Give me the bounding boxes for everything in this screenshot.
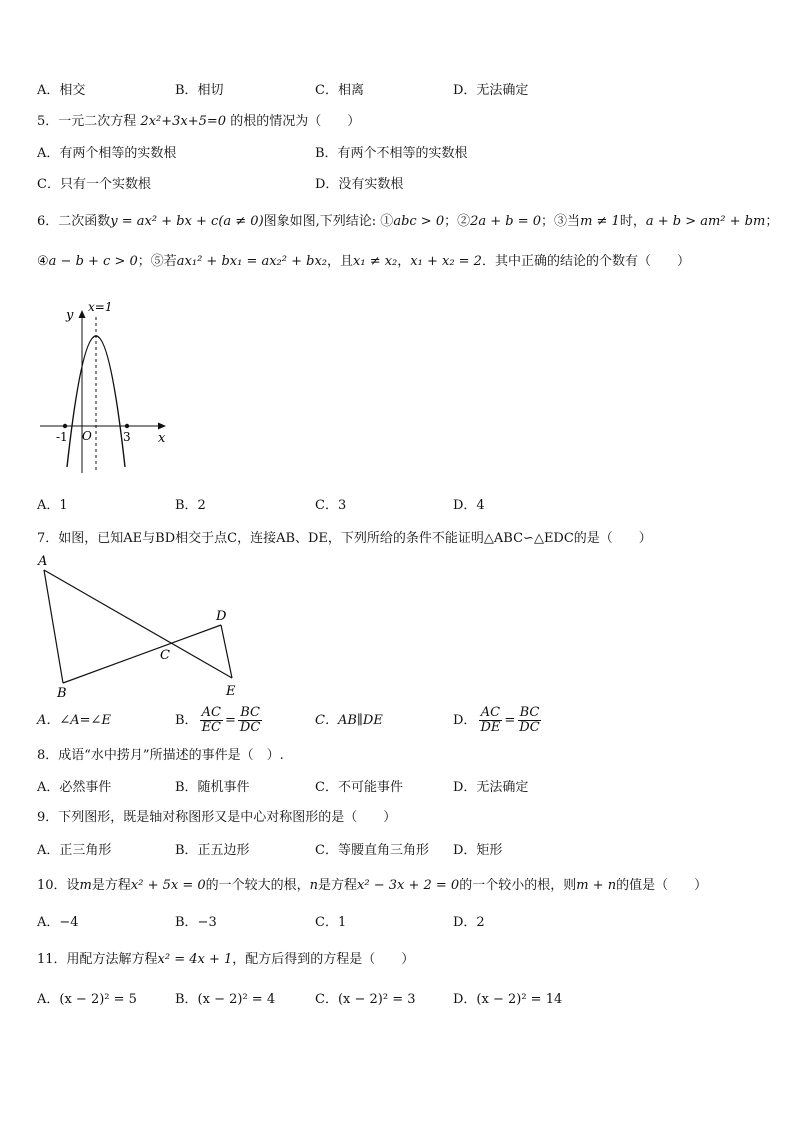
q11-p2: ，配方后得到的方程是（ ） <box>232 952 415 967</box>
q10-options <box>37 912 777 934</box>
q10-eq1: x² + 5x = 0 <box>130 878 206 893</box>
q10-p2: 是方程 <box>91 878 131 893</box>
q10-m: m <box>79 878 92 893</box>
q10-option-b: B．−3 <box>175 915 217 930</box>
q7-option-d-prefix: D． <box>453 713 477 728</box>
segment-bd <box>63 625 221 683</box>
q5-options-row2 <box>37 174 777 196</box>
q11-eq: x² = 4x + 1 <box>157 952 233 967</box>
q10-eq2: x² − 3x + 2 = 0 <box>357 878 460 893</box>
q6-conclusion-3: a + b > am² + bm <box>645 214 766 229</box>
q6-sep5: ；⑤若 <box>137 254 177 269</box>
q6-conclusion-2: 2a + b = 0 <box>470 214 542 229</box>
frac-num: AC <box>201 705 221 720</box>
y-axis-arrow <box>79 310 86 318</box>
q6-and: ，且 <box>327 254 354 269</box>
q11-p1: 11．用配方法解方程 <box>37 952 158 967</box>
q6-function: y = ax² + bx + c(a ≠ 0) <box>110 214 264 229</box>
q6-comma: ， <box>397 254 411 269</box>
q6-parabola-graph <box>30 295 180 480</box>
q7-option-d-eq: = <box>504 713 516 728</box>
q6-option-d: D．4 <box>453 498 485 513</box>
q6-condition-3: m ≠ 1 <box>580 214 620 229</box>
frac-den: EC <box>201 720 221 735</box>
label-d: D <box>216 609 227 624</box>
q8-options <box>37 777 777 799</box>
q9-option-d: D．矩形 <box>453 843 503 858</box>
q4-option-a: A．相交 <box>37 83 86 98</box>
q8-option-a: A．必然事件 <box>37 780 112 795</box>
q9-options <box>37 840 777 862</box>
q10-n: n <box>309 878 319 893</box>
q6-options <box>37 495 777 517</box>
q6-prefix: 6．二次函数 <box>37 214 111 229</box>
label-a: A <box>38 554 48 569</box>
q4-option-d: D．无法确定 <box>453 83 529 98</box>
q6-option-a: A．1 <box>37 498 68 513</box>
q5-option-a: A．有两个相等的实数根 <box>37 146 177 161</box>
q11-option-c: C．(x − 2)² = 3 <box>315 992 416 1007</box>
q7-option-d-fraction-2 <box>517 706 541 735</box>
q10-mn: m + n <box>576 878 617 893</box>
q7-option-b-prefix: B． <box>175 713 198 728</box>
q10-option-d: D．2 <box>453 915 485 930</box>
q5-option-b: B．有两个不相等的实数根 <box>315 146 468 161</box>
q10-stem <box>37 876 707 896</box>
q7-option-b-eq: = <box>225 713 236 728</box>
q7-option-b-fraction-2 <box>238 706 262 735</box>
q9-stem: 9．下列图形，既是轴对称图形又是中心对称图形的是（ ） <box>37 810 397 825</box>
frac-den: DE <box>480 720 501 735</box>
q5-options-row1 <box>37 143 777 165</box>
label-e: E <box>226 684 236 699</box>
q10-p4: 是方程 <box>318 878 358 893</box>
q10-p1: 10．设 <box>37 878 80 893</box>
q8-option-b: B．随机事件 <box>175 780 250 795</box>
q6-tail: ．其中正确的结论的个数有（ ） <box>481 254 690 269</box>
q6-stem-line2 <box>37 252 690 272</box>
q10-p6: 的值是（ ） <box>616 878 708 893</box>
label-c: C <box>160 648 170 663</box>
q9-option-c: C．等腰直角三角形 <box>315 843 429 858</box>
q5-stem <box>37 112 360 132</box>
q11-option-b: B．(x − 2)² = 4 <box>175 992 276 1007</box>
q6-c4-prefix: ④ <box>37 254 49 269</box>
q4-option-c: C．相离 <box>315 83 364 98</box>
q5-prefix: 5．一元二次方程 <box>37 114 137 129</box>
q5-equation: 2x²+3x+5=0 <box>140 114 227 129</box>
q7-triangles-figure <box>30 550 250 700</box>
root-left-dot <box>63 424 67 428</box>
root-right-dot <box>125 424 129 428</box>
q7-option-c: C．AB∥DE <box>315 713 383 728</box>
q9-option-a: A．正三角形 <box>37 843 112 858</box>
q6-end1: ； <box>765 214 779 229</box>
q11-option-a: A．(x − 2)² = 5 <box>37 992 137 1007</box>
q6-option-c: C．3 <box>315 498 347 513</box>
q11-stem <box>37 950 414 970</box>
q6-sep3: ；③当 <box>541 214 581 229</box>
q6-conclusion-5: ax₁² + bx₁ = ax₂² + bx₂ <box>176 254 327 269</box>
root-right-label: 3 <box>123 430 131 444</box>
q7-options <box>37 703 777 739</box>
q6-conclusion-1: abc > 0 <box>393 214 445 229</box>
q5-option-c: C．只有一个实数根 <box>37 177 151 192</box>
q6-time: 时， <box>619 214 646 229</box>
x-axis-arrow <box>158 423 166 430</box>
q10-p5: 的一个较小的根，则 <box>459 878 577 893</box>
q6-condition-5c: x₁ + x₂ = 2 <box>410 254 482 269</box>
segment-de <box>221 625 232 678</box>
q10-option-a: A．−4 <box>37 915 79 930</box>
q6-stem-line1 <box>37 212 778 232</box>
q11-option-d: D．(x − 2)² = 14 <box>453 992 563 1007</box>
q7-option-d-fraction-1 <box>478 706 502 735</box>
q6-condition-5b: x₁ ≠ x₂ <box>353 254 398 269</box>
q5-option-d: D．没有实数根 <box>315 177 404 192</box>
q7-option-a: A．∠A=∠E <box>37 713 111 728</box>
q6-conclusion-4: a − b + c > 0 <box>48 254 138 269</box>
q9-option-b: B．正五边形 <box>175 843 250 858</box>
q5-suffix: 的根的情况为（ ） <box>230 114 361 129</box>
segment-ab <box>44 570 63 683</box>
q7-option-d <box>453 703 544 739</box>
frac-den: DC <box>239 720 261 735</box>
q11-options <box>37 989 777 1011</box>
q8-option-d: D．无法确定 <box>453 780 529 795</box>
root-left-label: -1 <box>56 430 68 444</box>
q7-stem: 7．如图，已知AE与BD相交于点C，连接AB、DE，下列所给的条件不能证明△ABC∽△EDC的是（ ） <box>37 531 652 546</box>
q4-option-b: B．相切 <box>175 83 224 98</box>
q6-option-b: B．2 <box>175 498 206 513</box>
q10-p3: 的一个较大的根， <box>205 878 310 893</box>
frac-den: DC <box>519 720 540 735</box>
q7-option-b-fraction-1 <box>200 706 223 735</box>
y-axis-label: y <box>66 308 74 323</box>
axis-of-symmetry-label: x=1 <box>88 300 113 314</box>
q6-sep2: ；② <box>444 214 471 229</box>
q10-option-c: C．1 <box>315 915 347 930</box>
x-axis-label: x <box>158 431 166 446</box>
origin-label: O <box>82 429 92 443</box>
frac-num: AC <box>480 705 501 720</box>
q4-options <box>37 80 777 102</box>
frac-num: BC <box>519 705 540 720</box>
q7-option-b <box>175 703 264 739</box>
q6-mid: 图象如图,下列结论: ① <box>263 214 394 229</box>
label-b: B <box>57 686 67 700</box>
q8-stem: 8．成语“水中捞月”所描述的事件是（ ）. <box>37 748 284 763</box>
segment-ae <box>44 570 232 678</box>
q8-option-c: C．不可能事件 <box>315 780 403 795</box>
frac-num: BC <box>240 705 260 720</box>
